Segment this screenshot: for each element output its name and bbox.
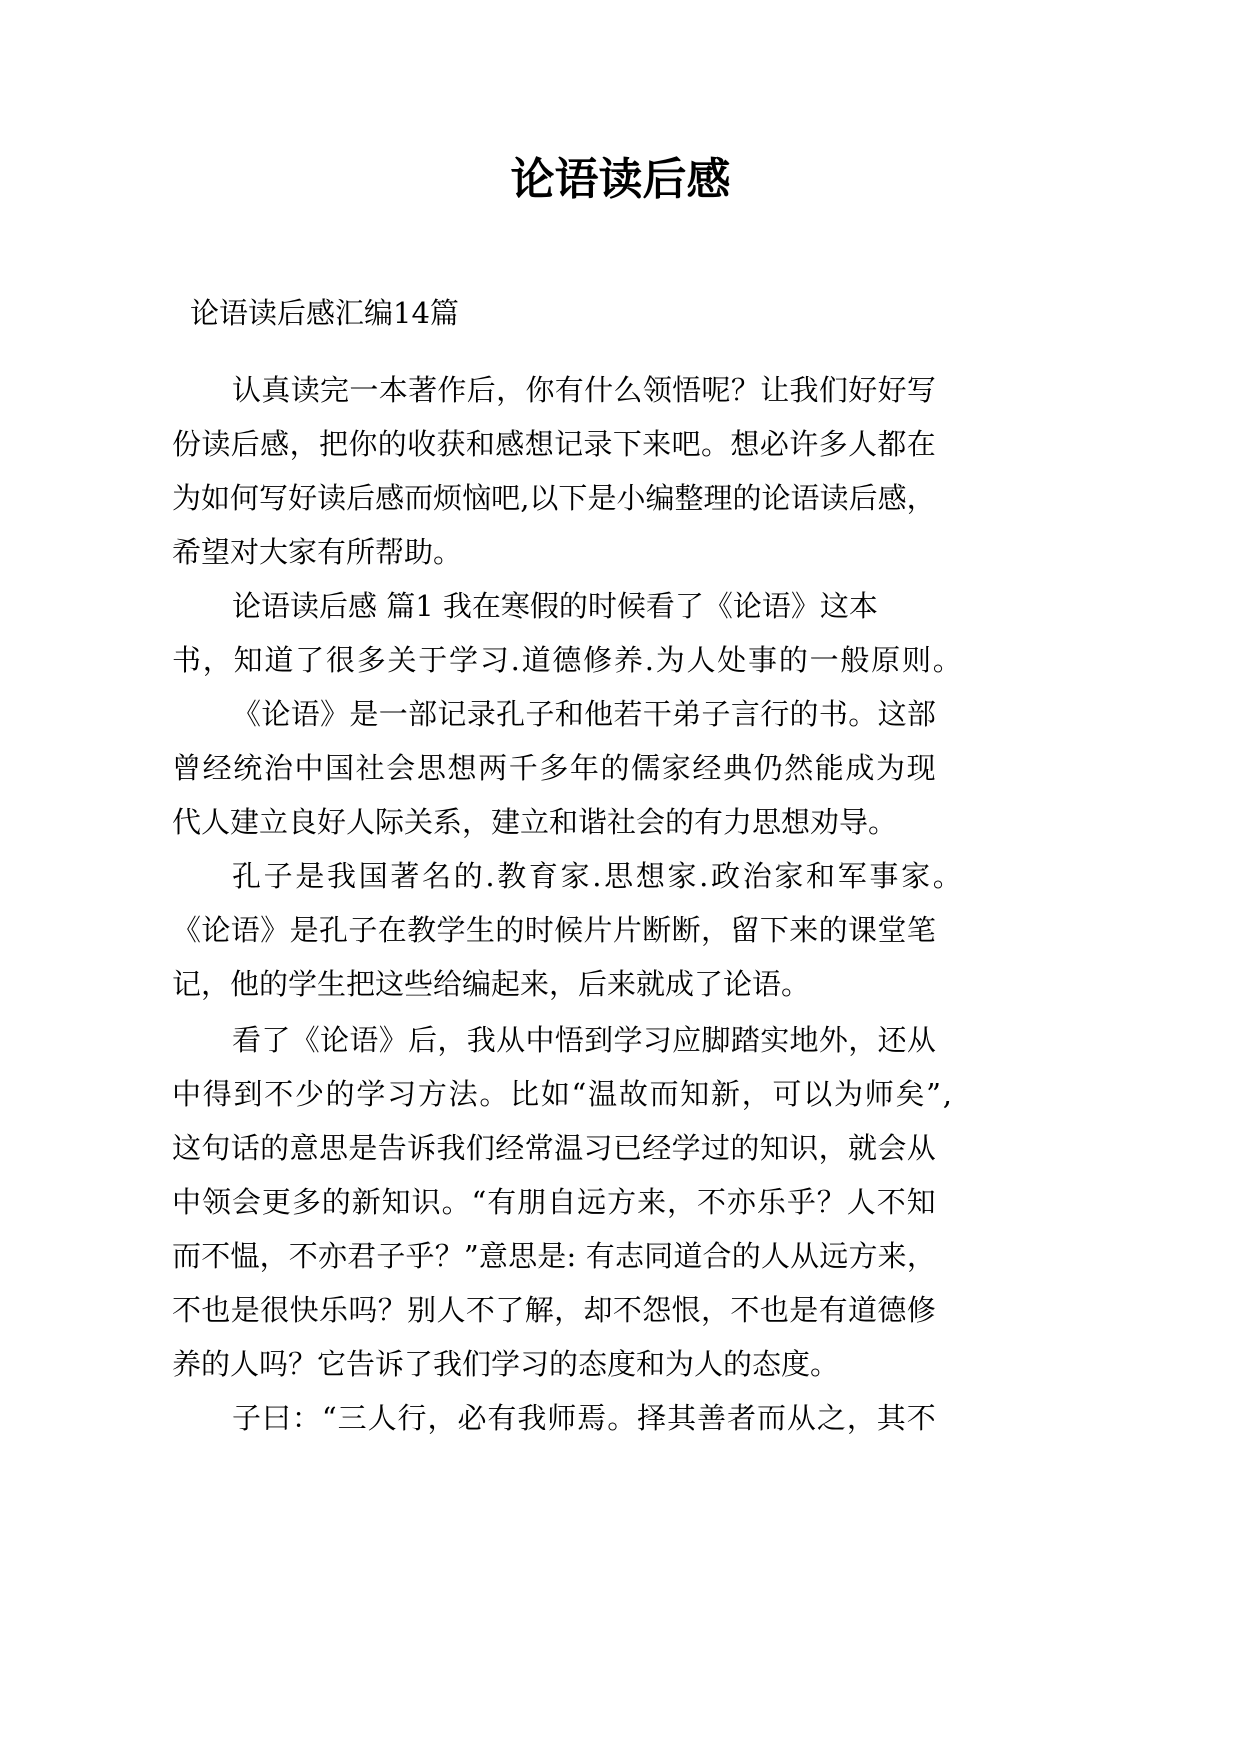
body-line: 养的人吗？它告诉了我们学习的态度和为人的态度。 — [172, 1347, 840, 1381]
body-line: 代人建立良好人际关系，建立和谐社会的有力思想劝导。 — [172, 805, 898, 839]
body-line: 份 读 后 感 ， 把 你 的 收 获 和 感 想 记 录 下 来 吧 。 想 必 许 多 人 都 在 — [172, 427, 936, 461]
body-line: 希望对大家有所帮助。 — [172, 535, 463, 569]
body-line: 《 论 语 》 是 一 部 记 录 孔 子 和 他 若 干 弟 子 言 行 的 书 。 这 部 — [232, 697, 936, 731]
document-title: 论语读后感 — [510, 154, 731, 205]
body-line: 子 曰 ： “ 三 人 行 ， 必 有 我 师 焉 。 择 其 善 者 而 从 之 ， 其 不 — [232, 1401, 936, 1435]
body-line: 中 领 会 更 多 的 新 知 识 。 “ 有 朋 自 远 方 来 ， 不 亦 乐 乎 ？ 人 不 知 — [172, 1185, 936, 1219]
body-line: 《 论 语 》 是 孔 子 在 教 学 生 的 时 候 片 片 断 断 ， 留 下 来 的 课 堂 笔 — [172, 913, 936, 947]
body-line: 记，他的学生把这些给编起来，后来就成了论语。 — [172, 967, 811, 1001]
body-line: 孔 子 是 我 国 著 名 的 . 教 育 家 . 思 想 家 . 政 治 家 和 军 事 家 。 — [232, 859, 962, 893]
body-line: 看 了 《 论 语 》 后 ， 我 从 中 悟 到 学 习 应 脚 踏 实 地 外 ， 还 从 — [232, 1023, 936, 1057]
body-line: 中 得 到 不 少 的 学 习 方 法 。 比 如 “ 温 故 而 知 新 ， 可 以 为 师 矣 ” , — [172, 1077, 952, 1111]
body-line: 曾 经 统 治 中 国 社 会 思 想 两 千 多 年 的 儒 家 经 典 仍 然 能 成 为 现 — [172, 751, 936, 785]
body-line: 为 如 何 写 好 读 后 感 而 烦 恼 吧 , 以 下 是 小 编 整 理 的 论 语 读 后 感 ， — [172, 481, 936, 515]
document-subtitle: 论语读后感汇编14篇 — [190, 296, 459, 330]
body-line: 书 ， 知 道 了 很 多 关 于 学 习 . 道 德 修 养 . 为 人 处 事 的 一 般 原 则 。 — [172, 643, 962, 677]
body-line: 不 也 是 很 快 乐 吗 ？ 别 人 不 了 解 ， 却 不 怨 恨 ， 不 也 是 有 道 德 修 — [172, 1293, 936, 1327]
body-line: 论语读后感 篇1 我在寒假的时候看了《论语》这本 — [232, 589, 878, 623]
body-line: 这 句 话 的 意 思 是 告 诉 我 们 经 常 温 习 已 经 学 过 的 知 识 ， 就 会 从 — [172, 1131, 936, 1165]
body-line: 认 真 读 完 一 本 著 作 后 ， 你 有 什 么 领 悟 呢 ？ 让 我 们 好 好 写 — [232, 373, 936, 407]
body-line: 而 不 愠 ， 不 亦 君 子 乎 ？ ” 意 思 是 : 有 志 同 道 合 的 人 从 远 方 来 ， — [172, 1239, 936, 1273]
